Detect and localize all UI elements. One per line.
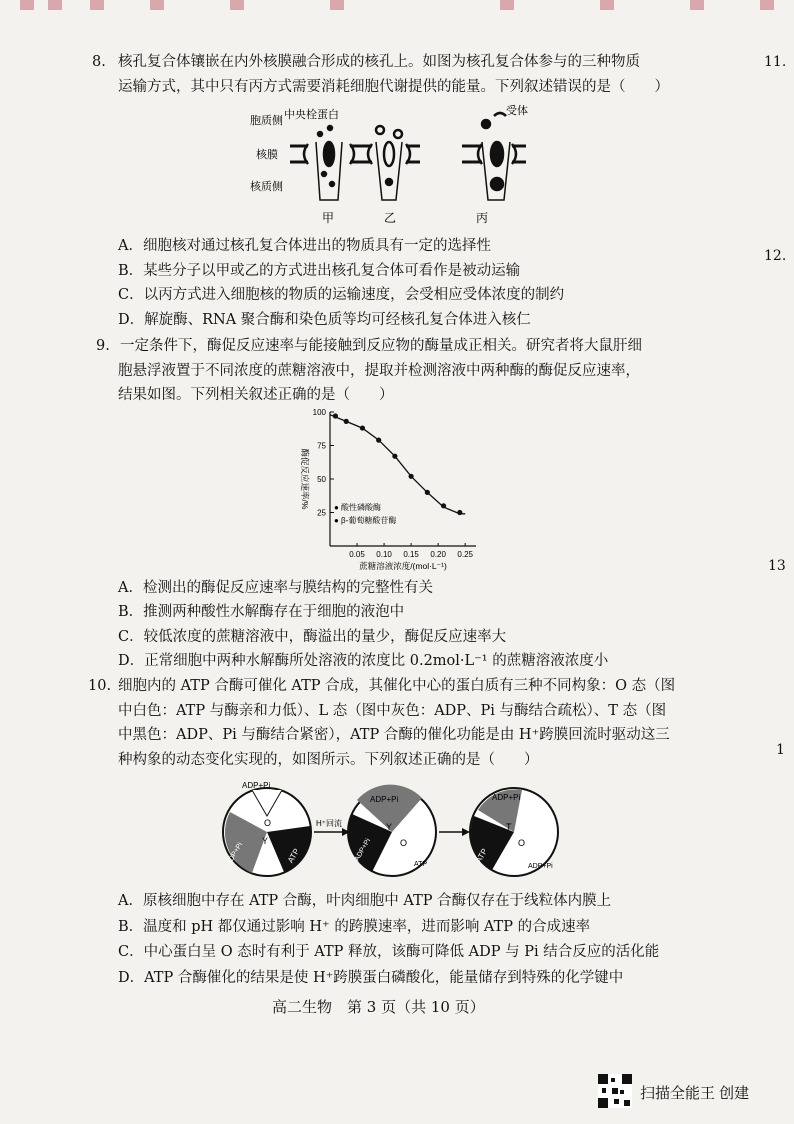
x-tick-label: 0.25 [457, 550, 473, 559]
question-8-text-line: 运输方式，其中只有丙方式需要消耗细胞代谢提供的能量。下列叙述错误的是（ ） [118, 79, 669, 95]
pore-c [478, 113, 516, 200]
x-tick-label: 0.05 [349, 550, 365, 559]
atp-synthase-state-2 [348, 785, 436, 876]
scanner-watermark: 扫描全能王 创建 [640, 1085, 750, 1102]
question-10-option-c: C．中心蛋白呈 O 态时有利于 ATP 释放，该酶可降低 ADP 与 Pi 结合反应的活化能 [118, 944, 660, 960]
data-point-acid-phosphatase [392, 454, 397, 459]
state2-bottom-label: ATP [414, 861, 428, 868]
data-point-acid-phosphatase [333, 413, 338, 418]
question-10-text-line: 中黑色：ADP、Pi 与酶结合紧密），ATP 合酶的催化功能是由 H⁺跨膜回流时驱动这三 [118, 727, 670, 743]
state3-left-label: ATP [473, 847, 490, 865]
state2-left-label: ADP+Pi [353, 837, 373, 863]
atp-synthase-state-1 [223, 781, 311, 876]
state2-center-y: Y [386, 822, 393, 832]
question-9-number: 9. [96, 338, 110, 354]
atp-synthase-state-3 [470, 788, 558, 876]
state1-center-y: Y [262, 836, 269, 846]
state1-center-o: O [264, 818, 272, 828]
question-10-text-line: 中白色：ATP 与酶亲和力低）、L 态（图中灰色：ADP、Pi 与酶结合疏松）、T 态（图 [118, 703, 667, 719]
arrow-label: H⁺回流 [316, 819, 342, 828]
state3-right-label: ADP+Pi [528, 863, 553, 870]
question-10-number: 10. [88, 678, 112, 694]
question-8-option-c: C．以丙方式进入细胞核的物质的运输速度，会受相应受体浓度的制约 [118, 287, 565, 303]
margin-number: 11. [764, 54, 787, 70]
state3-center-t: T [506, 822, 512, 832]
data-point-acid-phosphatase [409, 474, 414, 479]
data-point-acid-phosphatase [457, 510, 462, 515]
enzyme-rate-chart [288, 404, 488, 576]
question-10-text-line: 种构象的动态变化实现的，如图所示。下列叙述正确的是（ ） [118, 752, 539, 768]
pore-b [368, 126, 410, 200]
legend-entry: ● β-葡萄糖酸苷酶 [334, 516, 397, 525]
question-8-option-b: B．某些分子以甲或乙的方式进出核孔复合体可看作是被动运输 [118, 263, 521, 279]
state2-center-o: O [400, 838, 408, 848]
x-tick-label: 0.10 [376, 550, 392, 559]
y-axis-label: 酶促反应速率/% [300, 448, 310, 510]
x-axis-label: 蔗糖溶液浓度/(mol·L⁻¹) [359, 561, 447, 571]
y-tick-label: 75 [317, 441, 326, 451]
qr-code-icon [598, 1074, 632, 1108]
question-9-text-line: 一定条件下，酶促反应速率与能接触到反应物的酶量成正相关。研究者将大鼠肝细 [120, 338, 642, 354]
series-line-beta-glucuronidase [330, 415, 465, 514]
data-point-acid-phosphatase [376, 438, 381, 443]
state2-top-label: ADP+Pi [370, 795, 399, 804]
question-9-option-d: D．正常细胞中两种水解酶所处溶液的浓度比 0.2mol·L⁻¹ 的蔗糖溶液浓度小 [118, 653, 609, 669]
question-8-option-d: D．解旋酶、RNA 聚合酶和染色质等均可经核孔复合体进入核仁 [118, 312, 531, 328]
question-9-option-b: B．推测两种酸性水解酶存在于细胞的液泡中 [118, 604, 405, 620]
question-10-text-line: 细胞内的 ATP 合酶可催化 ATP 合成，其催化中心的蛋白质有三种不同构象：O 态（图 [118, 678, 676, 694]
top-color-marks [0, 0, 794, 16]
question-10-option-d: D．ATP 合酶催化的结果是使 H⁺跨膜蛋白磷酸化，能量储存到特殊的化学键中 [118, 970, 624, 986]
legend-entry: ● 酸性磷酸酶 [334, 503, 382, 512]
question-9-option-a: A．检测出的酶促反应速率与膜结构的完整性有关 [118, 580, 433, 596]
fig-label-cytoplasm: 胞质侧 [250, 115, 283, 127]
x-tick-label: 0.15 [403, 550, 419, 559]
state1-top-label: ADP+Pi [242, 781, 271, 790]
nuclear-pore-figure [250, 104, 540, 228]
pore-a [304, 126, 354, 200]
panel-label-yi: 乙 [384, 211, 397, 225]
question-10-option-a: A．原核细胞中存在 ATP 合酶，叶肉细胞中 ATP 合酶仅存在于线粒体内膜上 [118, 893, 612, 909]
fig-label-receptor: 受体 [506, 105, 528, 117]
x-tick-label: 0.20 [430, 550, 446, 559]
data-point-acid-phosphatase [425, 490, 430, 495]
state1-right-label: ATP [285, 847, 302, 865]
state3-center-o: O [518, 838, 526, 848]
question-9-option-c: C．较低浓度的蔗糖溶液中，酶溢出的量少，酶促反应速率大 [118, 629, 507, 645]
margin-number: 12. [764, 248, 787, 264]
state1-left-label: ADP+Pi [225, 841, 245, 867]
data-point-acid-phosphatase [441, 503, 446, 508]
data-point-acid-phosphatase [360, 425, 365, 430]
atp-synthase-figure [222, 776, 562, 886]
panel-label-jia: 甲 [322, 211, 335, 225]
question-10-option-b: B．温度和 pH 都仅通过影响 H⁺ 的跨膜速率，进而影响 ATP 的合成速率 [118, 919, 591, 935]
question-8-text-line: 核孔复合体镶嵌在内外核膜融合形成的核孔上。如图为核孔复合体参与的三种物质 [118, 54, 640, 70]
question-9-text-line: 结果如图。下列相关叙述正确的是（ ） [118, 387, 394, 403]
panel-label-bing: 丙 [476, 211, 489, 225]
margin-number: 13 [768, 558, 786, 574]
question-9-text-line: 胞悬浮液置于不同浓度的蔗糖溶液中，提取并检测溶液中两种酶的酶促反应速率， [118, 363, 640, 379]
fig-label-center-protein: 中央栓蛋白 [284, 109, 339, 121]
data-point-acid-phosphatase [344, 419, 349, 424]
margin-number: 1 [776, 742, 785, 758]
question-8-number: 8. [92, 54, 106, 70]
fig-label-nucleoplasm: 核质侧 [250, 181, 283, 193]
state3-top-label: ADP+Pi [492, 793, 521, 802]
y-tick-label: 100 [312, 408, 326, 417]
fig-label-membrane: 核膜 [256, 149, 278, 161]
question-8-option-a: A．细胞核对通过核孔复合体进出的物质具有一定的选择性 [118, 238, 491, 254]
y-tick-label: 25 [317, 508, 326, 518]
page-footer: 高二生物 第 3 页（共 10 页） [272, 998, 485, 1016]
y-tick-label: 50 [317, 475, 326, 484]
